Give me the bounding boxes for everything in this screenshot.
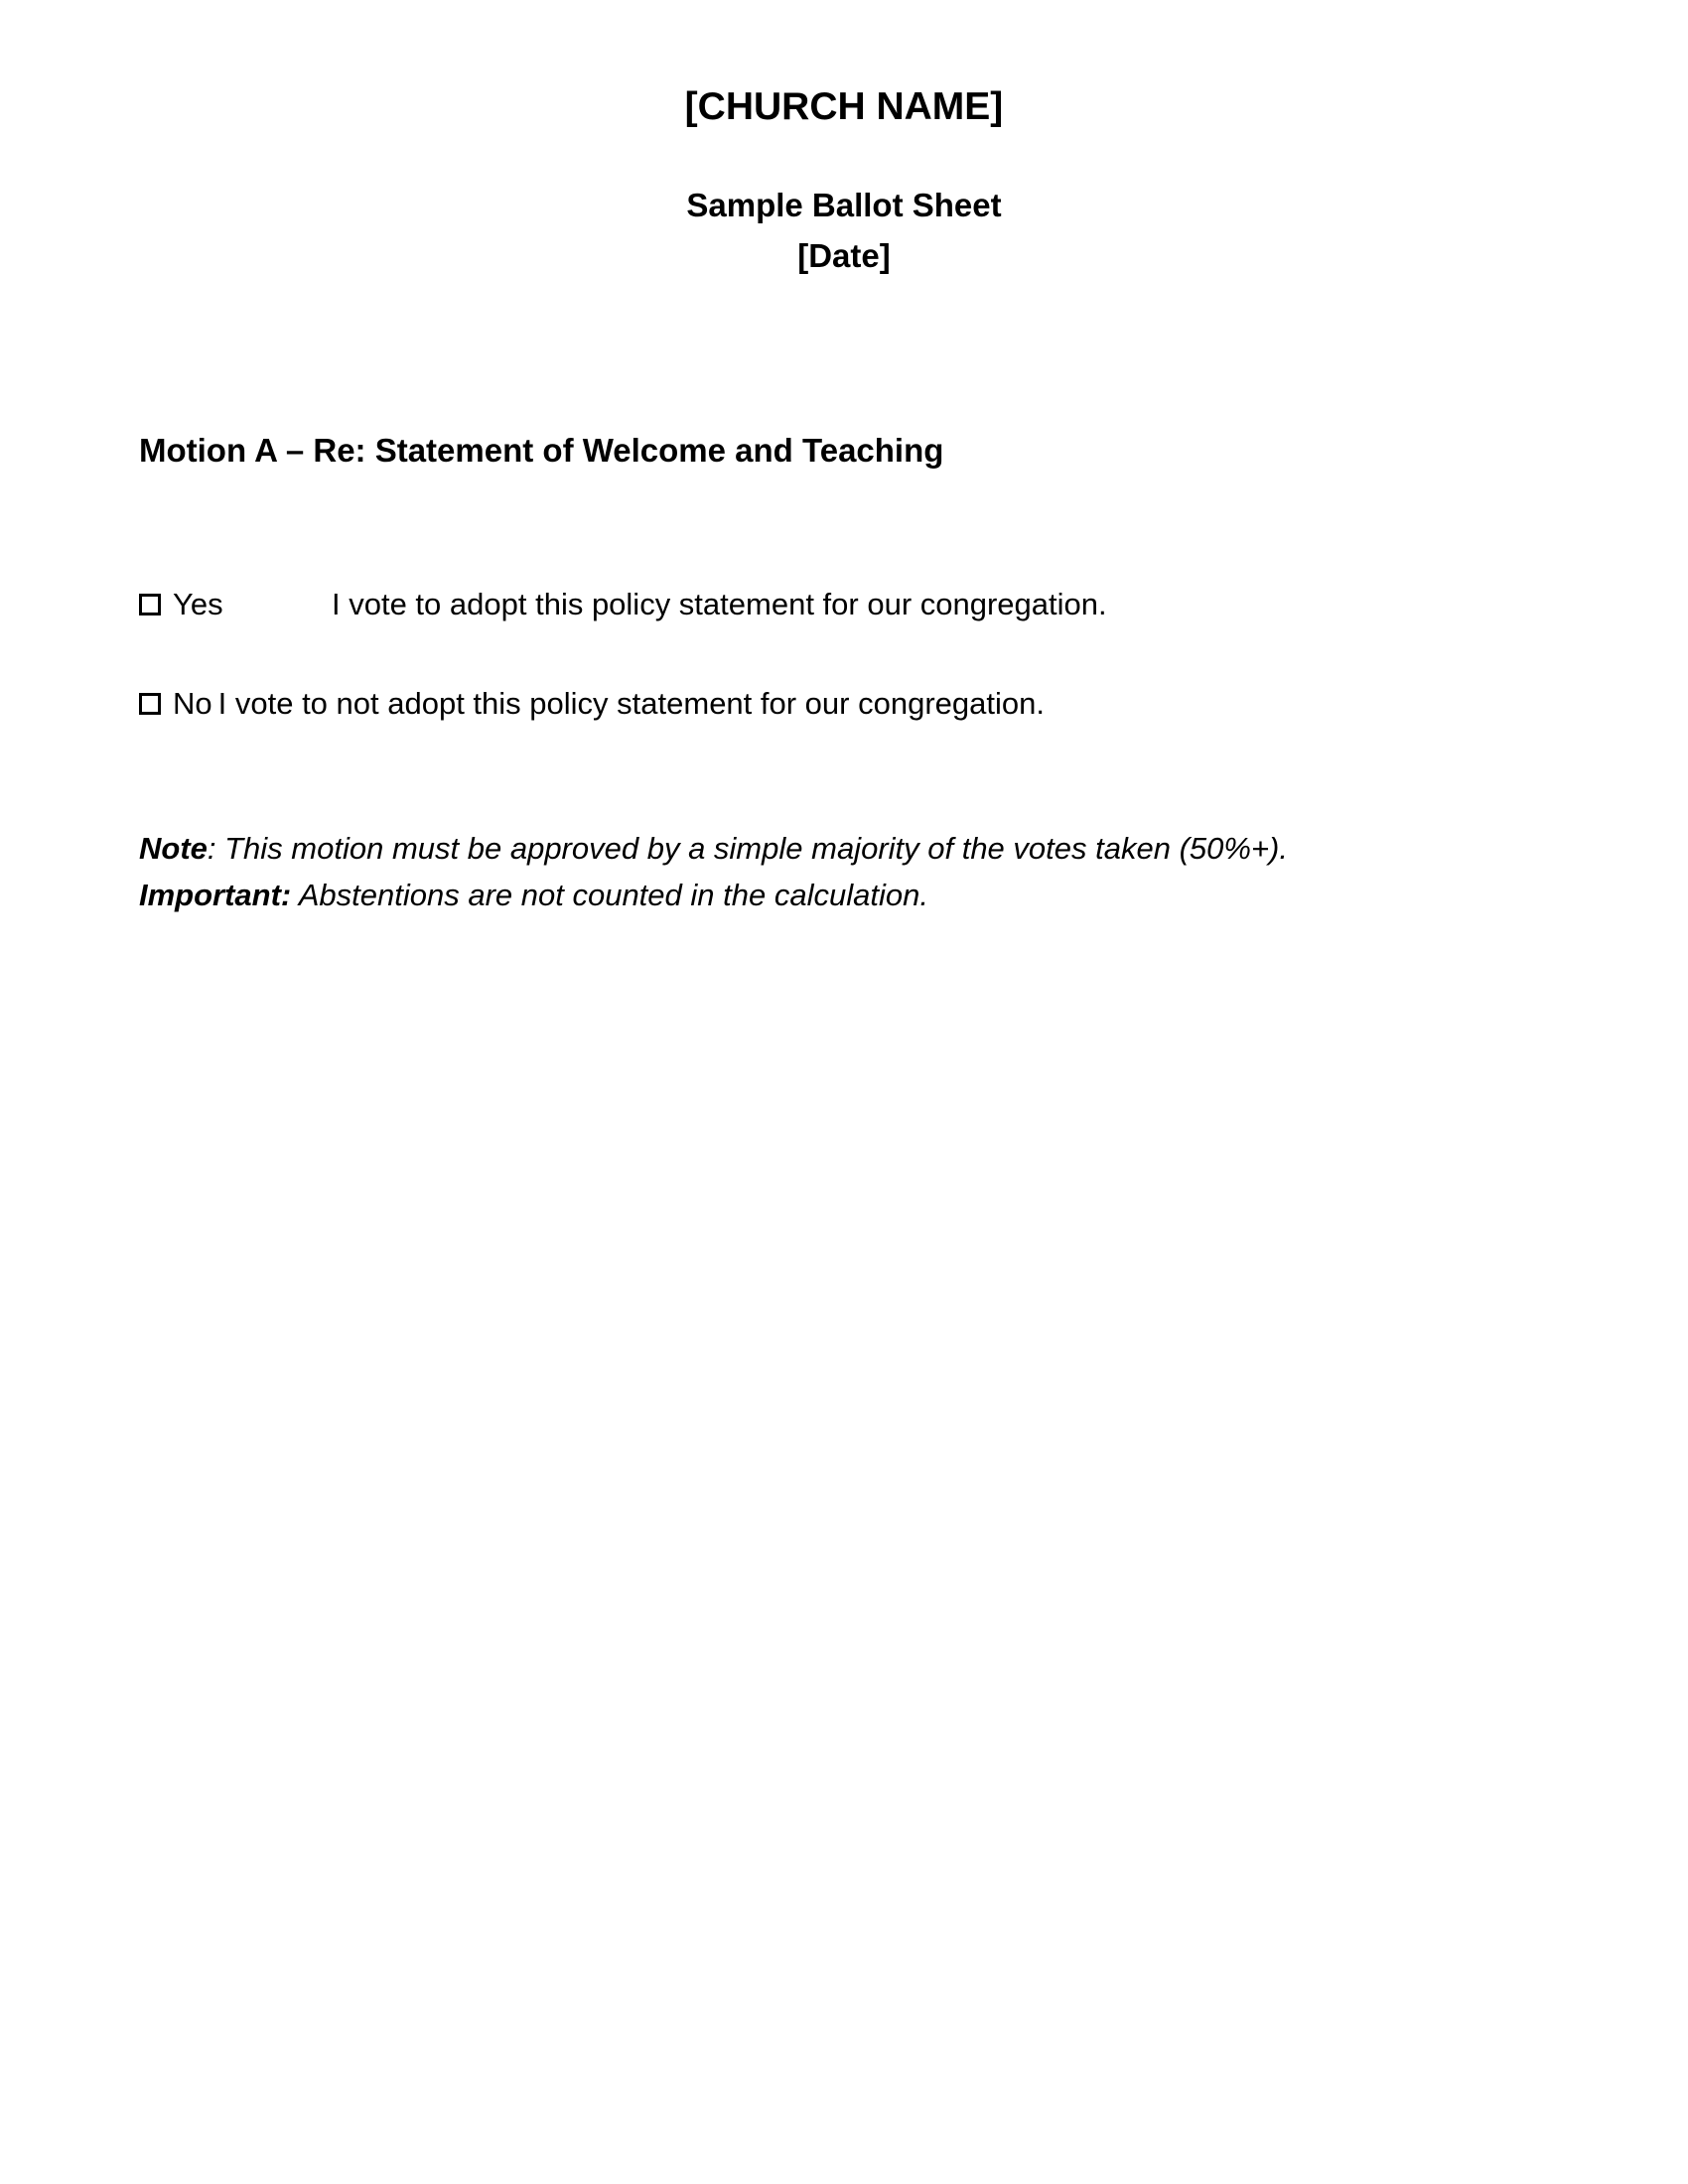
yes-checkbox[interactable]	[139, 594, 161, 615]
ballot-subtitle: Sample Ballot Sheet	[686, 187, 1002, 223]
important-label: Important:	[139, 878, 292, 912]
option-yes	[139, 585, 1107, 624]
important-text: Abstentions are not counted in the calculation.	[291, 878, 928, 912]
yes-label: Yes	[173, 587, 223, 621]
note-text: : This motion must be approved by a simple majority of the votes taken (50%+).	[207, 831, 1288, 866]
notes-block	[139, 825, 1288, 918]
no-label: No	[173, 686, 212, 721]
ballot-date: [Date]	[797, 237, 891, 274]
motion-title: Motion A – Re: Statement of Welcome and Teaching	[139, 432, 944, 469]
important-line	[139, 872, 1288, 918]
no-checkbox[interactable]	[139, 693, 161, 715]
no-description: I vote to not adopt this policy statement for our congregation.	[217, 686, 1045, 721]
note-line	[139, 825, 1288, 872]
yes-description: I vote to adopt this policy statement for our congregation.	[332, 587, 1107, 621]
church-name-heading: [CHURCH NAME]	[684, 85, 1004, 128]
option-no	[139, 684, 1045, 724]
note-label: Note	[139, 831, 208, 866]
